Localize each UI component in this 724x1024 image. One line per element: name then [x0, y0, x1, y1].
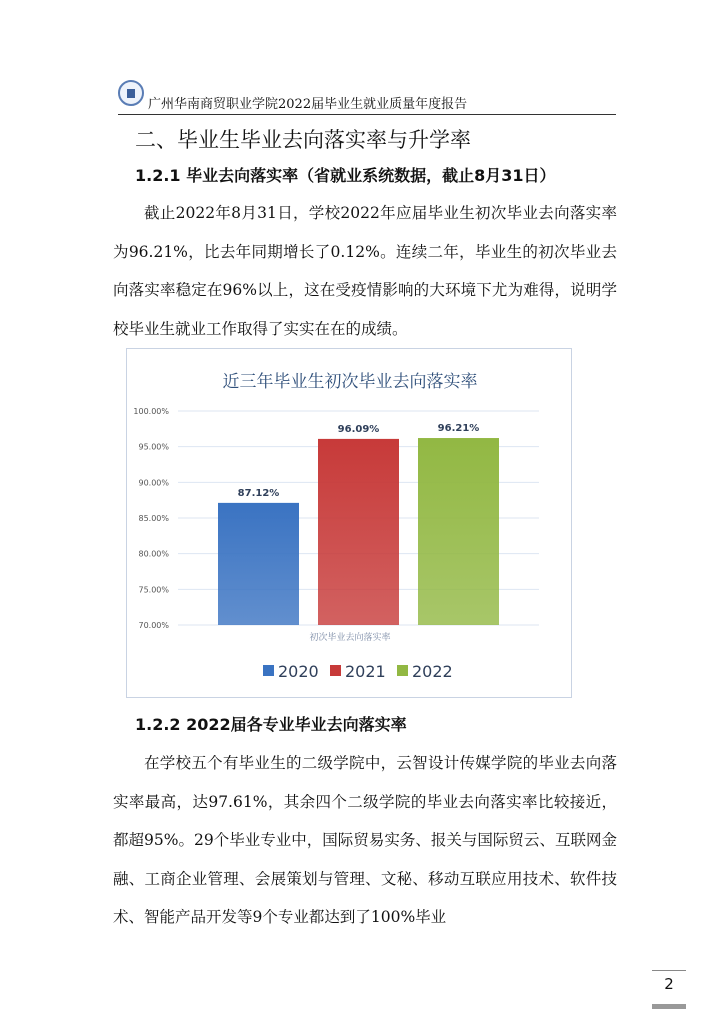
y-tick-label: 80.00%: [138, 549, 169, 559]
bar-2022: [418, 438, 499, 625]
data-label-2020: 87.12%: [237, 487, 280, 499]
legend-swatch-2021: [330, 665, 341, 676]
y-tick-label: 100.00%: [133, 407, 169, 416]
legend-label-2021: 2021: [345, 662, 386, 681]
legend-label-2020: 2020: [278, 662, 319, 681]
bar-chart: [127, 349, 573, 699]
data-label-2022: 96.21%: [437, 423, 480, 435]
y-tick-label: 75.00%: [138, 585, 169, 595]
paragraph-2: 在学校五个有毕业生的二级学院中，云智设计传媒学院的毕业去向落实率最高，达97.61%，其余四个二级学院的毕业去向落实率比较接近，都超95%。29个毕业专业中，国际贸易实务、报关与国际贸云、互联网金融、工商企业管理、会展策划与管理、文秘、移动互联应用技术、软件技术、智能产品开发等9个专业都达到了100%毕业: [113, 754, 617, 926]
legend-label-2022: 2022: [412, 662, 453, 681]
data-label-2021: 96.09%: [337, 423, 380, 435]
legend-swatch-2020: [263, 665, 274, 676]
y-tick-label: 70.00%: [138, 621, 169, 630]
paragraph-1: 截止2022年8月31日，学校2022年应届毕业生初次毕业去向落实率为96.21%，比去年同期增长了0.12%。连续二年，毕业生的初次毕业去向落实率稳定在96%以上，这在受疫情影响的大环境下尤为难得，说明学校毕业生就业工作取得了实实在在的成绩。: [113, 204, 617, 338]
page-header: [118, 80, 616, 115]
bar-2020: [218, 503, 299, 625]
y-tick-label: 95.00%: [138, 442, 169, 452]
subsection-title-2: 1.2.2 2022届各专业毕业去向落实率: [135, 715, 407, 734]
bar-2021: [318, 439, 399, 625]
chart-container: [126, 348, 572, 698]
y-tick-label: 90.00%: [138, 478, 169, 488]
page-number: 2: [652, 970, 686, 993]
subsection-title-1: 1.2.1 毕业去向落实率（省就业系统数据，截止8月31日）: [135, 166, 556, 185]
college-logo: [118, 80, 144, 106]
legend-swatch-2022: [397, 665, 408, 676]
section-title: 二、毕业生毕业去向落实率与升学率: [135, 128, 471, 152]
chart-title: 近三年毕业生初次毕业去向落实率: [222, 372, 478, 392]
header-title: 广州华南商贸职业学院2022届毕业生就业质量年度报告: [148, 97, 468, 112]
y-tick-label: 85.00%: [138, 514, 169, 523]
x-axis-label: 初次毕业去向落实率: [309, 633, 391, 643]
